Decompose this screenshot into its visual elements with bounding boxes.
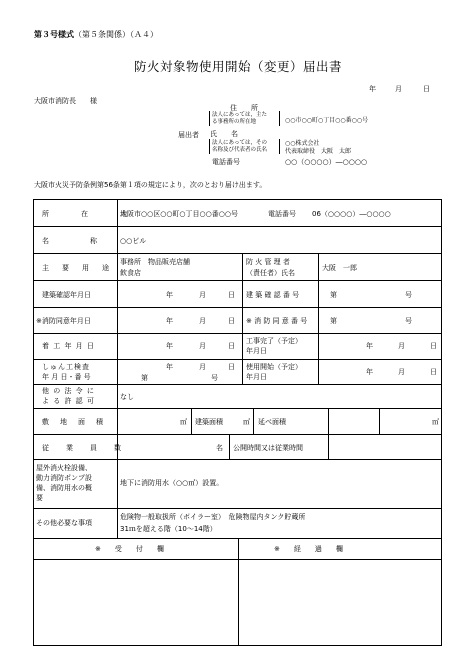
name-note: 法人にあっては，その 名称及び代表者の氏名 (212, 140, 268, 153)
phone-value: ○○（○○○○）―○○○○ (285, 158, 368, 166)
doui-date-label: ※消防同意年月日 (36, 317, 91, 325)
unit-year: 年 (166, 317, 173, 325)
kakunin-no-label: 建 築 確 認 番 号 (246, 291, 300, 299)
date-month: 月 (395, 85, 402, 93)
location-label: 所 在 地 (42, 210, 133, 218)
other-law-label-2: よ る 許 認 可 (42, 397, 95, 405)
receipt-column-header: ※ 受 付 欄 (95, 545, 164, 553)
unit-month: 月 (398, 342, 405, 350)
unit-go: 号 (211, 374, 218, 382)
floor-area-unit: ㎡ (432, 418, 439, 426)
building-phone-value: 06（○○○○）―○○○○ (312, 210, 391, 218)
unit-year: 年 (366, 368, 373, 376)
main-use-value-1: 事務所 物品販売店舗 (120, 258, 190, 266)
address-value: ○○市○○町○丁目○○番○○号 (285, 117, 369, 124)
kakunin-date-label: 建築確認年月日 (42, 291, 91, 299)
location-value: 大阪市○○区○○町○丁目○○番○○号 (120, 210, 238, 218)
site-area-unit: ㎡ (180, 418, 187, 426)
fire-equip-value: 地下に消防用水（○○㎥）設置。 (120, 479, 224, 487)
floor-area-label: 延べ面積 (258, 418, 286, 426)
address-bracket-right (279, 111, 280, 126)
unit-year: 年 (166, 363, 173, 371)
other-items-value-1: 危険物一般取扱所（ボイラー室） 危険物屋内タンク貯蔵所 (120, 513, 306, 521)
fire-manager-label-1: 防 火 管 理 者 (246, 258, 290, 266)
main-use-label: 主 要 用 途 (42, 264, 112, 272)
date-day: 日 (423, 85, 430, 93)
workers-label: 従 業 員 数 (42, 444, 122, 452)
fire-manager-label-2: （責任者）氏名 (246, 269, 295, 277)
chakko-label: 着 工 年 月 日 (42, 342, 95, 350)
unit-go: 号 (405, 317, 412, 325)
address-bracket-left (209, 111, 210, 126)
shiyou-label-1: 使用開始（予定） (246, 363, 302, 371)
other-items-value-2: 31ｍを超える階（10～14階） (120, 525, 217, 533)
unit-year: 年 (166, 291, 173, 299)
unit-day: 日 (228, 317, 235, 325)
open-hours-label: 公開時間又は従業時間 (233, 444, 303, 452)
applicant-label: 届出者 (178, 131, 199, 139)
unit-day: 日 (228, 342, 235, 350)
fire-equip-label-4: 要 (36, 494, 43, 502)
building-name-label: 名 称 (42, 237, 98, 245)
workers-unit: 名 (216, 444, 223, 452)
name-label: 氏 名 (210, 130, 238, 138)
unit-month: 月 (199, 291, 206, 299)
address-label: 住 所 (230, 104, 258, 112)
shiyou-label-2: 年月日 (246, 373, 267, 381)
name-value-rep: 代表取締役 大阪 太郎 (285, 148, 352, 155)
addressee: 大阪市消防長 様 (34, 97, 97, 105)
building-area-unit: ㎡ (243, 418, 250, 426)
name-bracket-right (279, 139, 280, 154)
name-value-company: ○○株式会社 (285, 140, 320, 147)
unit-no: 第 (141, 374, 148, 382)
building-area-label: 建築面積 (195, 418, 223, 426)
unit-day: 日 (430, 368, 437, 376)
progress-area (239, 560, 441, 645)
unit-year: 年 (166, 342, 173, 350)
unit-day: 日 (228, 291, 235, 299)
fire-manager-name: 大阪 一郎 (322, 264, 357, 272)
unit-day: 日 (228, 363, 235, 371)
unit-year: 年 (366, 342, 373, 350)
date-year: 年 (369, 85, 376, 93)
unit-day: 日 (430, 342, 437, 350)
unit-month: 月 (199, 363, 206, 371)
site-area-label: 敷 地 面 積 (42, 418, 105, 426)
fire-equip-label-1: 屋外消火栓設備、 (36, 464, 92, 472)
other-law-label-1: 他 の 法 令 に (42, 387, 95, 395)
fire-equip-label-2: 動力消防ポンプ設 (36, 474, 92, 482)
address-note: 法人にあっては，主た る事務所の所在地 (212, 112, 267, 125)
building-phone-label: 電話番号 (268, 210, 296, 218)
shunko-label-1: しゅん工検査 (42, 363, 90, 371)
unit-no: 第 (330, 317, 337, 325)
receipt-area (34, 560, 237, 645)
kanryo-label-2: 年月日 (246, 347, 267, 355)
main-use-value-2: 飲食店 (120, 269, 141, 277)
kanryo-label-1: 工事完了（予定） (246, 337, 302, 345)
unit-month: 月 (199, 317, 206, 325)
shunko-label-2: 年 月 日・番 号 (42, 373, 91, 381)
unit-month: 月 (199, 342, 206, 350)
other-items-label: その他必要な事項 (36, 519, 92, 527)
progress-column-header: ※ 経 過 欄 (274, 545, 343, 553)
unit-go: 号 (405, 291, 412, 299)
doui-no-label: ※ 消 防 同 意 番 号 (246, 317, 308, 325)
other-law-value: なし (120, 393, 134, 401)
phone-label: 電話番号 (212, 158, 240, 166)
document-title: 防火対象物使用開始（変更）届出書 (134, 59, 343, 74)
intro-text: 大阪市火災予防条例第56条第１項の規定により，次のとおり届け出ます。 (34, 181, 267, 189)
name-bracket-left (209, 139, 210, 154)
form-number: 第３号様式（第５条関係）（Ａ４） (34, 30, 158, 39)
unit-no: 第 (330, 291, 337, 299)
building-name-value: ○○ビル (120, 237, 147, 245)
unit-month: 月 (398, 368, 405, 376)
fire-equip-label-3: 備、消防用水の概 (36, 484, 92, 492)
